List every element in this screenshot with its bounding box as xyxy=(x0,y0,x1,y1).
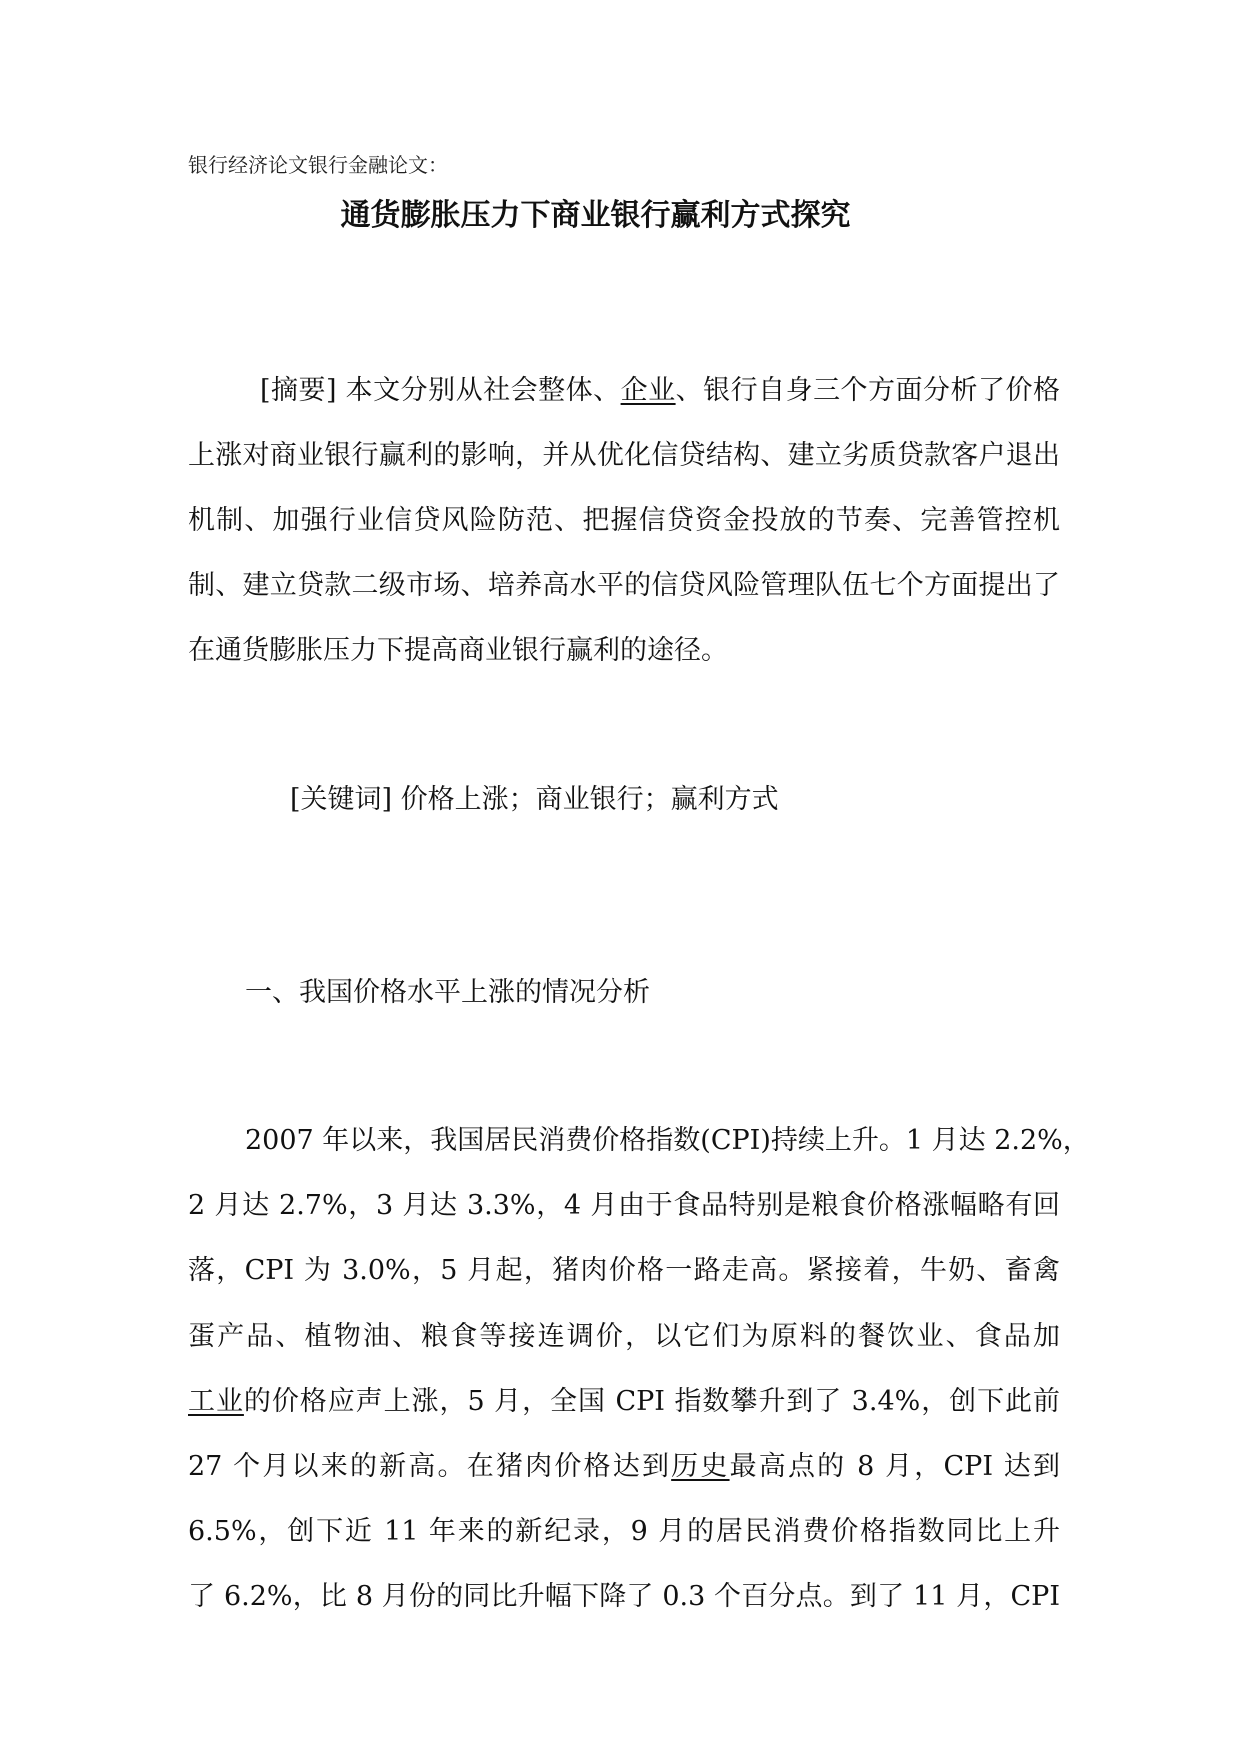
body-text: 27 个月以来的新高。在猪肉价格达到 xyxy=(188,1451,672,1483)
body-line: 6.5%，创下近 11 年来的新纪录，9 月的居民消费价格指数同比上升 xyxy=(188,1516,1060,1548)
section-heading: 一、我国价格水平上涨的情况分析 xyxy=(245,977,650,1008)
body-line: 落，CPI 为 3.0%，5 月起，猪肉价格一路走高。紧接着，牛奶、畜禽 xyxy=(188,1255,1060,1287)
keywords-label: [关键词] xyxy=(290,784,393,815)
link-enterprise[interactable]: 企业 xyxy=(620,375,676,406)
header-label: 银行经济论文银行金融论文： xyxy=(188,153,448,177)
body-line xyxy=(188,1369,1060,1434)
body-line: 了 6.2%，比 8 月份的同比升幅下降了 0.3 个百分点。到了 11 月，CPI xyxy=(188,1581,1060,1613)
body-paragraph xyxy=(188,1108,1090,1630)
abstract-text-2: 、银行自身三个方面分析了价格上涨对商业银行赢利的影响，并从优化信贷结构、建立劣质贷款客户退出机制、加强行业信贷风险防范、把握信贷资金投放的节奏、完善管控机制、建立贷款二级市场、培养高水平的信贷风险管理队伍七个方面提出了在通货膨胀压力下提高商业银行赢利的途径。 xyxy=(188,375,1061,666)
body-line: 2007 年以来，我国居民消费价格指数(CPI)持续上升。1 月达 2.2%， xyxy=(245,1125,1090,1156)
link-industry[interactable]: 工业 xyxy=(188,1385,244,1417)
body-text: 的价格应声上涨，5 月，全国 CPI 指数攀升到了 3.4%，创下此前 xyxy=(243,1385,1060,1417)
abstract-label: [摘要] xyxy=(260,375,337,406)
keywords-line xyxy=(290,780,779,820)
body-line xyxy=(188,1434,1060,1499)
body-line: 蛋产品、植物油、粮食等接连调价，以它们为原料的餐饮业、食品加 xyxy=(188,1320,1060,1352)
link-history[interactable]: 历史 xyxy=(671,1451,730,1483)
body-line: 2 月达 2.7%，3 月达 3.3%，4 月由于食品特别是粮食价格涨幅略有回 xyxy=(188,1190,1060,1222)
page-title: 通货膨胀压力下商业银行赢利方式探究 xyxy=(340,198,851,233)
body-text: 最高点的 8 月，CPI 达到 xyxy=(729,1451,1060,1483)
keywords-text: 价格上涨；商业银行；赢利方式 xyxy=(400,784,779,815)
abstract-paragraph xyxy=(188,358,1060,683)
abstract-text-1: 本文分别从社会整体、 xyxy=(345,375,621,406)
